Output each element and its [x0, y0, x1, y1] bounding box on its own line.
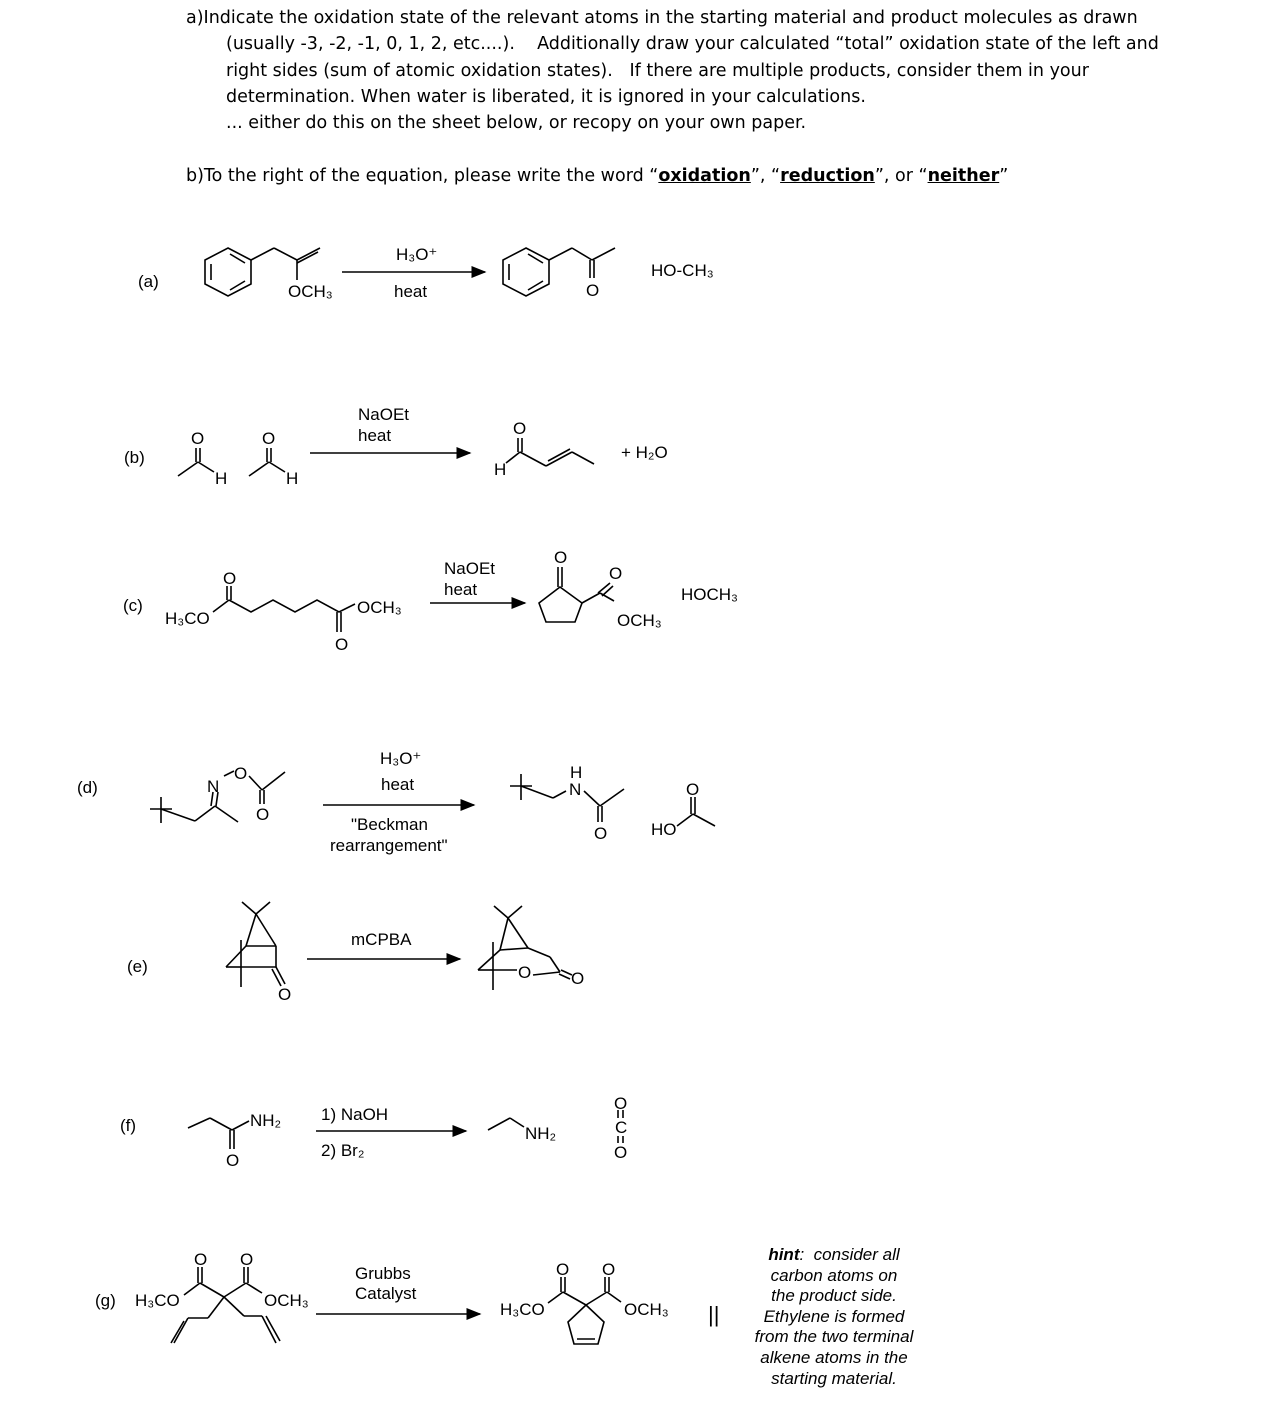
o-label: O	[609, 564, 623, 583]
conditions-1: Grubbs	[355, 1264, 411, 1283]
amide-bonds	[510, 774, 624, 822]
reaction-label: (a)	[138, 272, 159, 291]
o-label: O	[262, 429, 276, 448]
byproduct: HO-CH₃	[651, 261, 714, 280]
h-label: H	[286, 469, 299, 488]
conditions-1: 1) NaOH	[321, 1105, 389, 1124]
methoxy-right: OCH₃	[357, 598, 402, 617]
conditions-top: H₃O⁺	[380, 749, 422, 768]
reaction-label: (e)	[127, 957, 148, 976]
reaction-label: (c)	[123, 596, 143, 615]
conditions-top: NaOEt	[444, 559, 496, 578]
reaction-label: (d)	[77, 778, 98, 797]
carbonyl-o: O	[586, 281, 600, 300]
nh2-label: NH₂	[250, 1111, 282, 1130]
h-label: H	[570, 763, 583, 782]
conditions-top: mCPBA	[351, 930, 412, 949]
methoxy-right: OCH₃	[624, 1300, 669, 1319]
h-label: H	[215, 469, 228, 488]
o-label: O	[191, 429, 205, 448]
reaction-label: (g)	[95, 1291, 116, 1310]
hint-bold: hint	[768, 1245, 800, 1264]
conditions-bottom: heat	[444, 580, 478, 599]
o-label: O	[554, 548, 568, 567]
aldehyde-bonds	[178, 448, 285, 476]
o-label: O	[556, 1260, 570, 1279]
o-label: O	[602, 1260, 616, 1279]
conditions-mid: heat	[381, 775, 415, 794]
nh2-label: NH₂	[525, 1124, 557, 1143]
n-label: N	[207, 777, 220, 796]
h-label: H	[494, 460, 507, 479]
o-label: O	[335, 635, 349, 654]
byproduct: HOCH₃	[681, 585, 738, 604]
o-label: O	[614, 1143, 628, 1162]
word-neither: neither	[927, 166, 1000, 187]
reaction-label: (f)	[120, 1116, 137, 1135]
reaction-b	[124, 405, 668, 488]
conditions-top: H₃O⁺	[396, 245, 438, 264]
instruction-a-line4: determination. When water is liberated, it is ignored in your calculations.	[226, 86, 866, 107]
conditions-2: 2) Br₂	[321, 1141, 365, 1160]
reaction-f	[120, 1094, 627, 1170]
cyclopentanone-ring	[539, 567, 614, 622]
c-label: C	[615, 1118, 628, 1137]
n-label: N	[569, 780, 582, 799]
conditions-bottom: heat	[394, 282, 428, 301]
hint-note: hint: consider all carbon atoms on the product side. Ethylene is formed from the two terminal alkene atoms in the starting material.	[754, 1245, 914, 1388]
ethylamine-bonds	[488, 1118, 524, 1130]
o-label: O	[594, 824, 608, 843]
o-label: O	[240, 1250, 254, 1269]
amide-bonds	[188, 1118, 249, 1149]
reaction-a	[138, 245, 714, 301]
o-label: O	[513, 419, 527, 438]
ethylene-symbol: ||	[708, 1302, 720, 1327]
instruction-b: b)To the right of the equation, please write the word “oxidation”, “reduction”, or “neither”	[186, 166, 1009, 187]
o-label: O	[194, 1250, 208, 1269]
instruction-a-line1: a)Indicate the oxidation state of the relevant atoms in the starting material and product molecules as drawn	[186, 8, 1138, 28]
reaction-g	[95, 1250, 719, 1344]
cyclopentene-diester-bonds	[548, 1277, 621, 1344]
o-label: O	[614, 1094, 628, 1113]
diester-chain	[213, 586, 355, 632]
instruction-a-line5: ... either do this on the sheet below, or recopy on your own paper.	[226, 113, 807, 134]
word-oxidation: oxidation	[658, 166, 751, 187]
instruction-a-line3: right sides (sum of atomic oxidation states). If there are multiple products, consider them in your	[226, 60, 1089, 81]
enal-bonds	[506, 438, 594, 466]
ho-label: HO	[651, 820, 677, 839]
methoxy-label: OCH₃	[617, 611, 662, 630]
o-label: O	[223, 569, 237, 588]
methoxy-right: OCH₃	[264, 1291, 309, 1310]
methoxy-label: OCH₃	[288, 282, 333, 301]
o-label: O	[226, 1151, 240, 1170]
conditions-2: Catalyst	[355, 1284, 417, 1303]
o-label: O	[518, 963, 532, 982]
instruction-a-line2: (usually -3, -2, -1, 0, 1, 2, etc....). Additionally draw your calculated “total” oxidation state of the left and	[226, 34, 1159, 55]
methoxy-left: H₃CO	[135, 1291, 180, 1310]
word-reduction: reduction	[780, 166, 875, 187]
o-label: O	[256, 805, 270, 824]
byproduct: + H₂O	[621, 443, 668, 462]
o-label: O	[571, 969, 585, 988]
reaction-c	[123, 548, 738, 654]
reaction-label: (b)	[124, 448, 145, 467]
reaction-d	[77, 749, 715, 855]
o-label: O	[686, 780, 700, 799]
o-label: O	[278, 985, 292, 1004]
conditions-top: NaOEt	[358, 405, 410, 424]
reaction-e	[127, 902, 584, 1004]
conditions-bottom: heat	[358, 426, 392, 445]
conditions-name-2: rearrangement"	[330, 836, 448, 855]
o-label: O	[234, 764, 248, 783]
methoxy-left: H₃CO	[500, 1300, 545, 1319]
camphor-bonds	[226, 902, 285, 987]
acetic-acid-bonds	[677, 797, 715, 826]
methoxy-left: H₃CO	[165, 609, 210, 628]
conditions-name-1: "Beckman	[351, 815, 428, 834]
